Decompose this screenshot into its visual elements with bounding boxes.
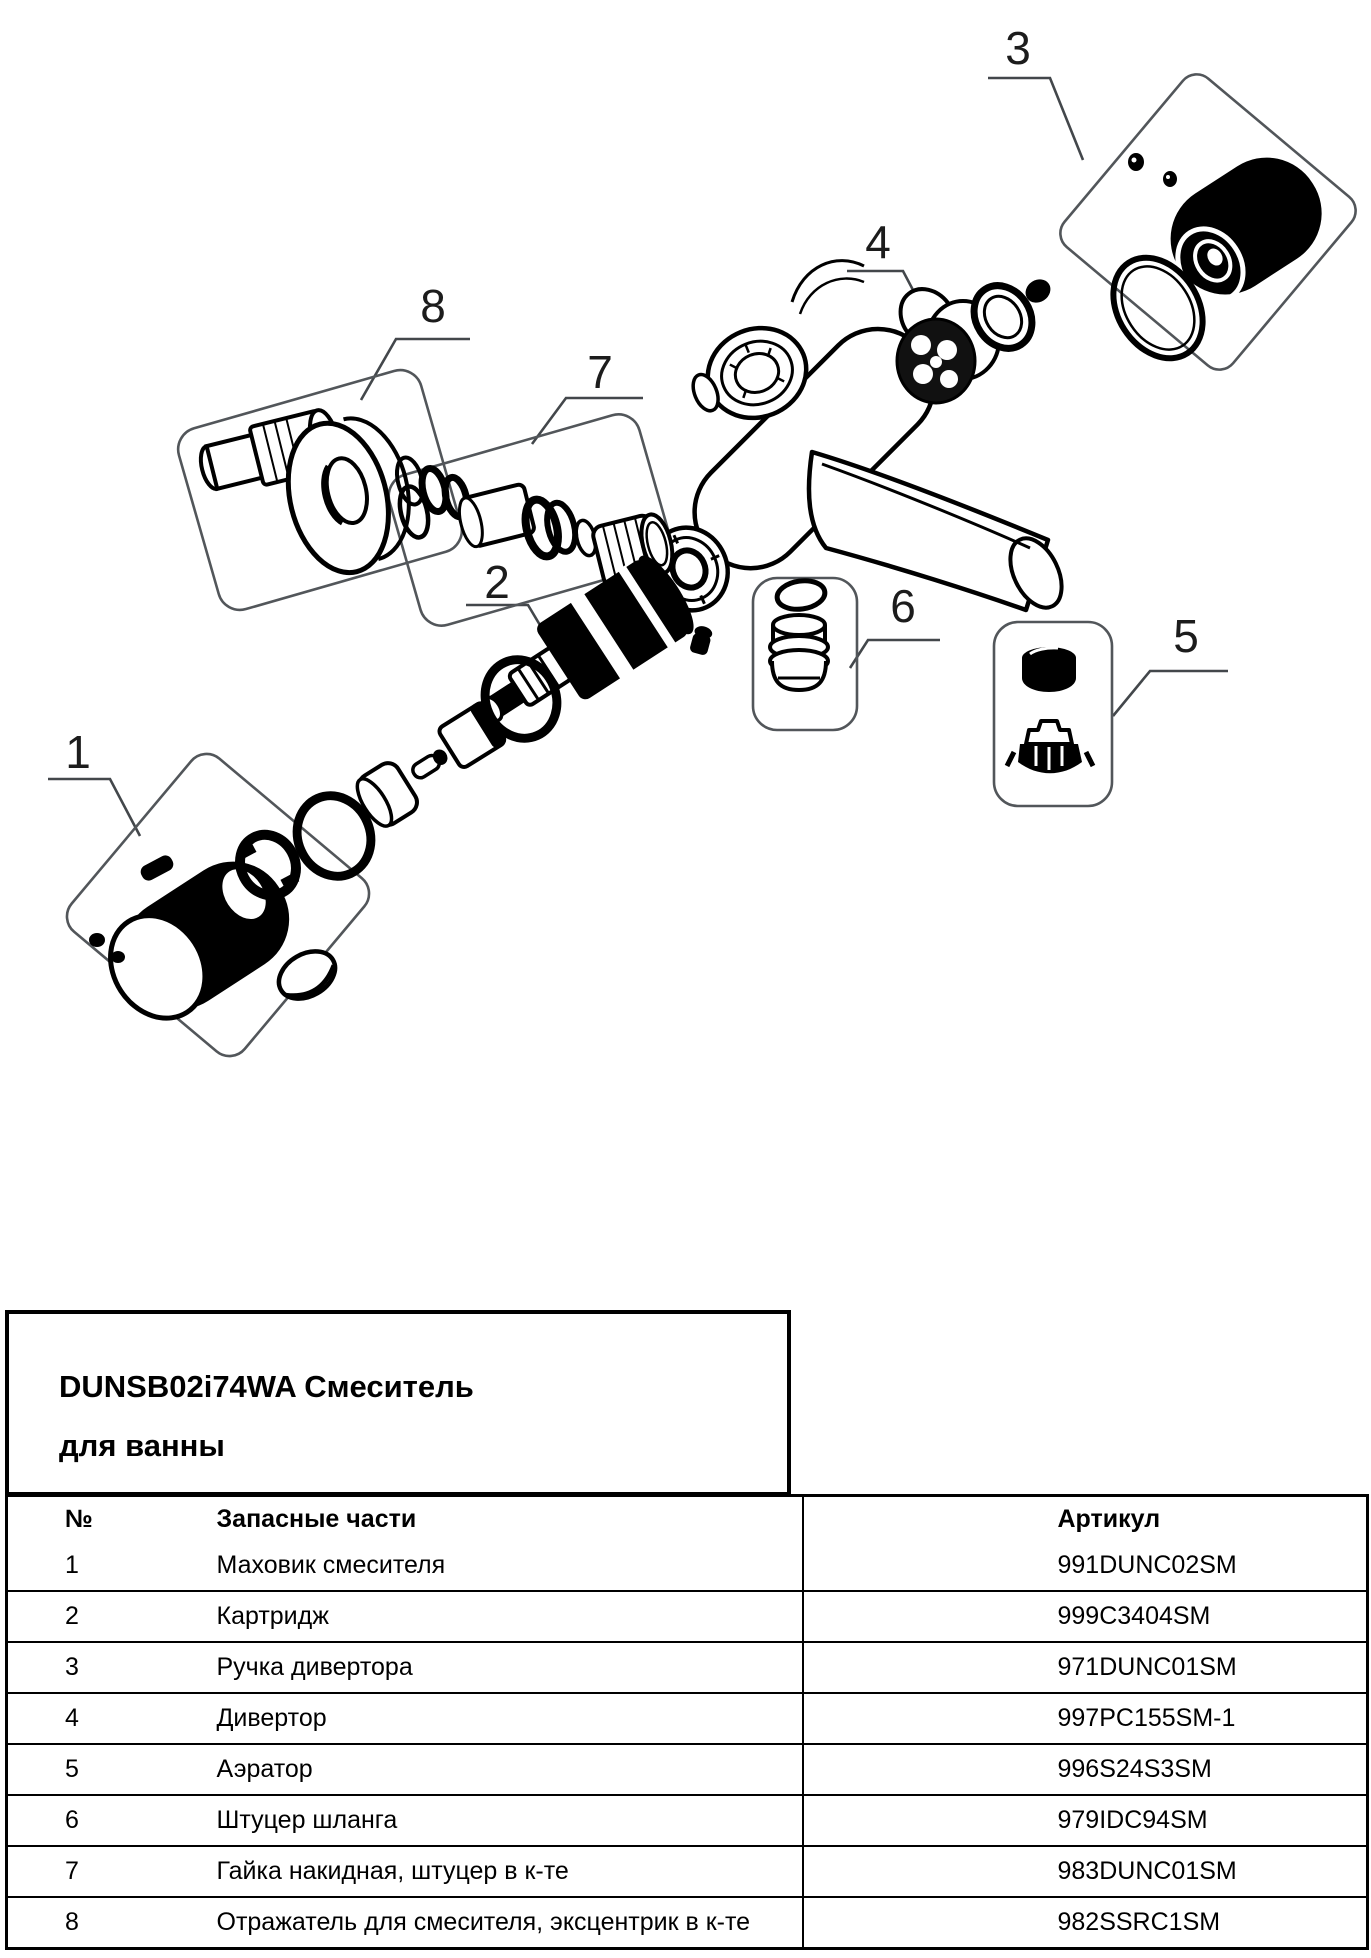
- part-retaining-ring: [350, 759, 421, 832]
- row-article: 979IDC94SM: [803, 1795, 1368, 1846]
- callout-label-8: 8: [420, 280, 446, 332]
- table-row: [7, 1642, 1368, 1693]
- callout-label-2: 2: [484, 556, 510, 608]
- row-name: Дивертор: [216, 1704, 327, 1732]
- parts-table-body: [7, 1541, 1368, 1949]
- row-num: 7: [65, 1857, 79, 1885]
- row-name: Картридж: [216, 1602, 329, 1630]
- callout-label-3: 3: [1005, 22, 1031, 74]
- parts-table-header-row: [7, 1496, 1368, 1542]
- row-article: 991DUNC02SM: [803, 1541, 1368, 1591]
- product-title-line1: DUNSB02i74WA Смеситель: [59, 1369, 474, 1404]
- part-diverter-knob: [1095, 137, 1342, 375]
- parts-table: [5, 1494, 1369, 1950]
- callout-leader-5: [1113, 671, 1228, 716]
- callout-leader-6: [850, 640, 940, 668]
- callout-label-5: 5: [1173, 610, 1199, 662]
- part-aerator: [1007, 647, 1093, 773]
- callout-leader-8: [361, 339, 470, 400]
- row-num: 6: [65, 1806, 79, 1834]
- row-num: 2: [65, 1602, 79, 1630]
- header-name: Запасные части: [216, 1504, 417, 1533]
- row-name: Маховик смесителя: [216, 1551, 446, 1579]
- callout-leader-7: [532, 398, 643, 444]
- table-row: [7, 1744, 1368, 1795]
- table-row: [7, 1897, 1368, 1949]
- row-name: Штуцер шланга: [216, 1806, 398, 1834]
- callout-label-7: 7: [587, 346, 613, 398]
- table-row: [7, 1693, 1368, 1744]
- row-num: 5: [65, 1755, 79, 1783]
- row-article: 997PC155SM-1: [803, 1693, 1368, 1744]
- row-article: 996S24S3SM: [803, 1744, 1368, 1795]
- header-article: Артикул: [803, 1496, 1368, 1542]
- row-num: 3: [65, 1653, 79, 1681]
- title-block: [5, 1310, 791, 1496]
- row-name: Аэратор: [216, 1755, 313, 1783]
- row-article: 983DUNC01SM: [803, 1846, 1368, 1897]
- row-num: 4: [65, 1704, 79, 1732]
- table-row: [7, 1541, 1368, 1591]
- row-article: 971DUNC01SM: [803, 1642, 1368, 1693]
- callout-leader-1: [48, 779, 140, 836]
- callout-leader-3: [988, 78, 1083, 160]
- callout-label-4: 4: [865, 216, 891, 268]
- callout-label-1: 1: [65, 726, 91, 778]
- part-pin: [410, 747, 451, 781]
- parts-table-wrap: [5, 1494, 1366, 1950]
- table-row: [7, 1795, 1368, 1846]
- row-name: Ручка дивертора: [216, 1653, 413, 1681]
- row-article: 999C3404SM: [803, 1591, 1368, 1642]
- row-num: 1: [65, 1551, 79, 1579]
- table-row: [7, 1846, 1368, 1897]
- part-hose-fitting: [770, 578, 828, 690]
- row-name: Гайка накидная, штуцер в к-те: [216, 1857, 569, 1885]
- table-row: [7, 1591, 1368, 1642]
- row-name: Отражатель для смесителя, эксцентрик в к-те: [216, 1908, 751, 1936]
- part-spout: [809, 452, 1072, 616]
- row-num: 8: [65, 1908, 79, 1936]
- product-title-line2: для ванны: [59, 1428, 225, 1463]
- header-num: №: [65, 1504, 93, 1533]
- callout-label-6: 6: [890, 580, 916, 632]
- row-article: 982SSRC1SM: [803, 1897, 1368, 1949]
